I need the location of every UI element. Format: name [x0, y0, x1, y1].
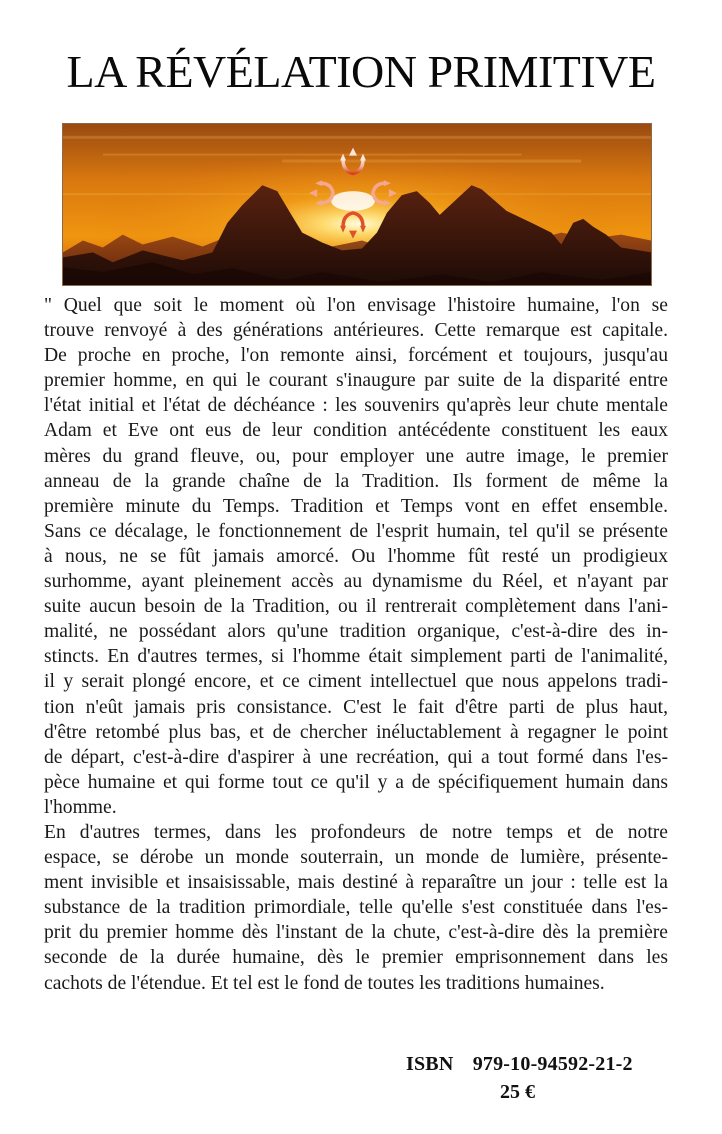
text-line: premier homme, en qui le courant s'inaugure par suite de la disparité entre — [44, 370, 668, 392]
sunset-mountains-illustration — [63, 124, 651, 285]
text-line: tion n'eût jamais pris consistance. C'est le fait d'être parti de plus haut, — [44, 696, 668, 718]
text-line: seconde de la durée humaine, dès le premier emprisonnement dans les — [44, 947, 668, 969]
text-line: ment invisible et insaisissable, mais destiné à reparaître un jour : telle est la — [44, 872, 668, 894]
back-cover-excerpt — [44, 293, 668, 996]
text-line: espace, se dérobe un monde souterrain, un monde de lumière, présente- — [44, 847, 668, 869]
text-line: Adam et Eve ont eus de leur condition antécédente constituent les eaux — [44, 420, 668, 442]
text-line: " Quel que soit le moment où l'on envisage l'histoire humaine, l'on se — [44, 295, 668, 316]
text-line: première minute du Temps. Tradition et Temps vont en effet ensemble. — [44, 495, 668, 517]
text-line: anneau de la grande chaîne de la Tradition. Ils forment de même la — [44, 470, 668, 492]
text-line: à nous, ne se fût jamais amorcé. Ou l'homme fût resté un prodigieux — [44, 545, 668, 567]
text-line: stincts. En d'autres termes, si l'homme était simplement parti de l'animalité, — [44, 646, 668, 668]
excerpt-paragraph-2 — [44, 820, 668, 996]
text-line: surhomme, ayant pleinement accès au dynamisme du Réel, et n'ayant par — [44, 571, 668, 593]
text-line: prit du premier homme dès l'instant de la chute, c'est-à-dire dès la première — [44, 922, 668, 944]
text-line: En d'autres termes, dans les profondeurs de notre temps et de notre — [44, 821, 668, 843]
text-line: mères du grand fleuve, ou, pour employer une autre image, le premier — [44, 445, 668, 467]
cover-banner-image — [62, 123, 652, 286]
text-line: il y serait plongé encore, et ce ciment intellectuel que nous appelons tradi- — [44, 671, 668, 693]
isbn-label: ISBN — [406, 1053, 454, 1075]
text-line: l'homme. — [44, 796, 117, 818]
text-line: cachots de l'étendue. Et tel est le fond de toutes les traditions humaines. — [44, 972, 605, 994]
text-line: Sans ce décalage, le fonctionnement de l'esprit humain, tel qu'il se présente — [44, 520, 668, 542]
price: 25 € — [500, 1081, 535, 1103]
isbn-number: 979-10-94592-21-2 — [472, 1053, 633, 1075]
isbn — [406, 1051, 633, 1077]
text-line: malité, ne possédant alors qu'une tradition organique, c'est-à-dire des in- — [44, 621, 668, 643]
excerpt-paragraph-1 — [44, 293, 668, 820]
text-line: trouve renvoyé à des générations antérieures. Cette remarque est capitale. — [44, 320, 668, 342]
text-line: de départ, c'est-à-dire d'aspirer à une recréation, qui a tout formé dans l'es- — [44, 746, 668, 768]
text-line: pèce humaine et qui forme tout ce qu'il y a de spécifiquement humain dans — [44, 771, 668, 793]
text-line: d'être retombé plus bas, et de chercher inéluctablement à regagner le point — [44, 721, 668, 743]
text-line: suite aucun besoin de la Tradition, ou il rentrerait complètement dans l'ani- — [44, 596, 668, 618]
text-line: l'état initial et l'état de déchéance : les souvenirs qu'après leur chute mentale — [44, 395, 668, 417]
text-line: substance de la tradition primordiale, telle qu'elle s'est constituée dans l'es- — [44, 897, 668, 919]
text-line: De proche en proche, l'on remonte ainsi, forcément et toujours, jusqu'au — [44, 345, 668, 367]
book-title: LA RÉVÉLATION PRIMITIVE — [66, 46, 656, 97]
